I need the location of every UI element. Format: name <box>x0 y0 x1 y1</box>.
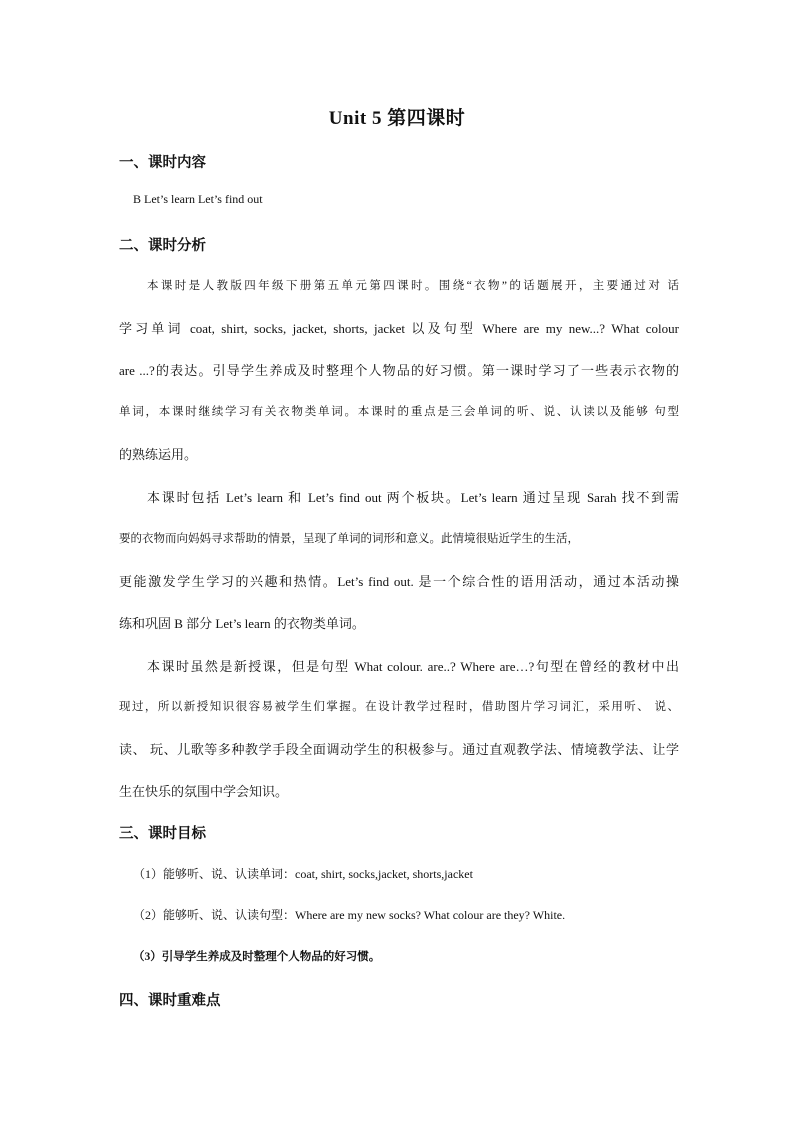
analysis-p3-line: 读、 玩、儿歌等多种教学手段全面调动学生的积极参与。通过直观教学法、情境教学法、让学 <box>119 742 679 757</box>
analysis-p1-line: 单词，本课时继续学习有关衣物类单词。本课时的重点是三会单词的听、说、认读以及能够 句型 <box>119 406 679 418</box>
objective-item: （2）能够听、说、认读句型：Where are my new socks? What colour are they? White. <box>133 908 566 922</box>
section-heading-key-difficult-points: 四、课时重难点 <box>119 993 221 1009</box>
analysis-p1-line: are ...?的表达。引导学生养成及时整理个人物品的好习惯。第一课时学习了一些表示衣物的 <box>119 363 679 378</box>
analysis-p3-line: 生在快乐的氛围中学会知识。 <box>119 784 289 799</box>
analysis-p2-line: 更能激发学生学习的兴趣和热情。Let’s find out. 是一个综合性的语用活动，通过本活动操 <box>119 574 679 589</box>
objective-item: （3）引导学生养成及时整理个人物品的好习惯。 <box>133 951 381 963</box>
analysis-p2-line: 本课时包括 Let’s learn 和 Let’s find out 两个板块。Let’s learn 通过呈现 Sarah 找不到需 <box>147 490 679 505</box>
analysis-p1-line: 学习单词 coat, shirt, socks, jacket, shorts, jacket 以及句型 Where are my new...? What colour <box>119 321 679 336</box>
analysis-p3-line: 本课时虽然是新授课，但是句型 What colour. are..? Where are…?句型在曾经的教材中出 <box>147 659 679 674</box>
analysis-p2-line: 要的衣物而向妈妈寻求帮助的情景，呈现了单词的词形和意义。此情境很贴近学生的生活， <box>119 533 579 545</box>
analysis-p1-line: 的熟练运用。 <box>119 447 198 462</box>
section-heading-lesson-analysis: 二、课时分析 <box>119 238 206 254</box>
objective-item: （1）能够听、说、认读单词：coat, shirt, socks,jacket, shorts,jacket <box>133 867 473 881</box>
lesson-content-text: B Let’s learn Let’s find out <box>133 192 263 206</box>
section-heading-lesson-content: 一、课时内容 <box>119 155 206 171</box>
page-title: Unit 5 第四课时 <box>328 108 466 129</box>
analysis-p1-line: 本课时是人教版四年级下册第五单元第四课时。围绕“衣物”的话题展开，主要通过对 话 <box>147 280 679 292</box>
analysis-p3-line: 现过，所以新授知识很容易被学生们掌握。在设计教学过程时，借助图片学习词汇，采用听、 说、 <box>119 701 679 713</box>
analysis-p2-line: 练和巩固 B 部分 Let’s learn 的衣物类单词。 <box>119 616 365 631</box>
section-heading-lesson-objectives: 三、课时目标 <box>119 826 206 842</box>
